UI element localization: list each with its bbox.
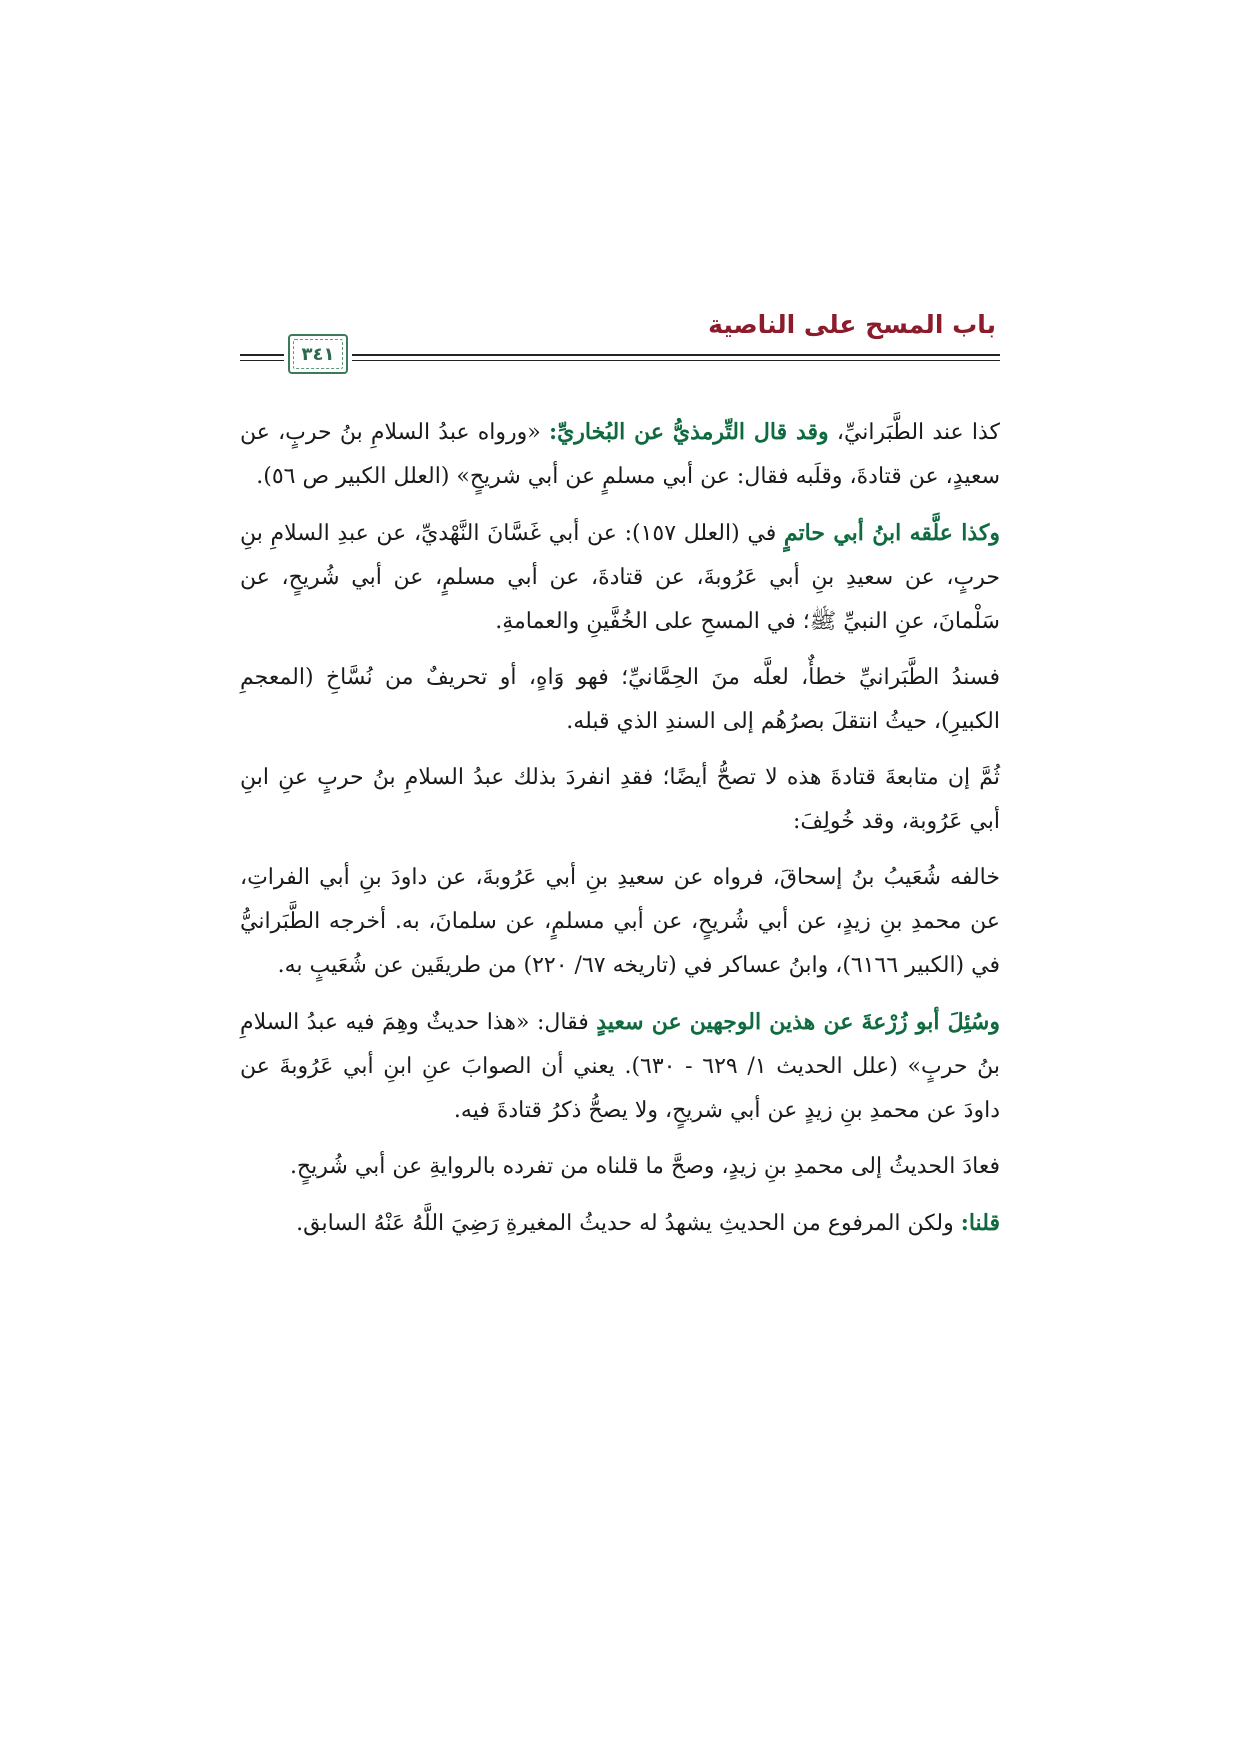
page-number: ٣٤١ (301, 343, 335, 365)
paragraph-text: «ورواه عبدُ السلامِ بنُ حربٍ، عن سعيدٍ، عن قتادةَ، وقلَبه فقال: عن أبي مسلمٍ عن أبي شريحٍ» (العلل الكبير ص ٥٦). (240, 420, 1000, 489)
paragraph (240, 410, 1000, 499)
paragraph-text: فقال: «هذا حديثٌ وهِمَ فيه عبدُ السلامِ بنُ حربٍ» (علل الحديث ١/ ٦٢٩ - ٦٣٠). يعني أن الصوابَ عنِ ابنِ أبي عَرُوبةَ عن داودَ عن محمدِ بنِ زيدٍ عن أبي شريحٍ، ولا يصحُّ ذكرُ قتادةَ فيه. (240, 1010, 1000, 1123)
paragraph (240, 656, 1000, 744)
header-rule-bottom (352, 360, 1000, 361)
page-header (240, 310, 1000, 370)
chapter-title: باب المسح على الناصية (708, 310, 996, 339)
paragraph-highlight: قلنا: (960, 1210, 1000, 1236)
page-number-badge (288, 334, 348, 374)
paragraph (240, 1201, 1000, 1246)
paragraph-highlight: وقد قال التِّرمذيُّ عن البُخاريِّ: (548, 419, 829, 445)
paragraph-text: في (العلل ١٥٧): عن أبي غَسَّانَ النَّهْديِّ، عن عبدِ السلامِ بنِ حربٍ، عن سعيدِ بنِ أبي عَرُوبةَ، عن قتادةَ، عن أبي مسلمٍ، عن أبي شُريحٍ، عن سَلْمانَ، عنِ النبيِّ ﷺ؛ في المسحِ على الخُفَّينِ والعمامةِ. (240, 521, 1000, 634)
header-rule-left-bottom (240, 360, 284, 361)
paragraph-text: خالفه شُعَيبُ بنُ إسحاقَ، فرواه عن سعيدِ بنِ أبي عَرُوبةَ، عن داودَ بنِ أبي الفراتِ، عن محمدِ بنِ زيدٍ، عن أبي شُريحٍ، عن أبي مسلمٍ، عن سلمانَ، به. أخرجه الطَّبَرانيُّ في (الكبير ٦١٦٦)، وابنُ عساكر في (تاريخه ٦٧/ ٢٢٠) من طريقَين عن شُعَيبٍ به. (240, 865, 1000, 978)
paragraph-highlight: وكذا علَّقه ابنُ أبي حاتمٍ (783, 520, 1001, 546)
paragraph-text: ثُمَّ إن متابعةَ قتادةَ هذه لا تصحُّ أيضًا؛ فقدِ انفردَ بذلك عبدُ السلامِ بنُ حربٍ عنِ ابنِ أبي عَرُوبة، وقد خُولِفَ: (240, 765, 1000, 834)
header-rule-top (352, 354, 1000, 356)
paragraph (240, 756, 1000, 844)
paragraph (240, 1145, 1000, 1189)
header-rule-left-top (240, 354, 284, 356)
paragraph (240, 1000, 1000, 1133)
paragraph-text: ولكن المرفوع من الحديثِ يشهدُ له حديثُ المغيرةِ رَضِيَ اللَّهُ عَنْهُ السابق. (296, 1211, 954, 1236)
paragraph (240, 511, 1000, 644)
paragraph (240, 856, 1000, 988)
paragraph-text: فسندُ الطَّبَرانيِّ خطأٌ، لعلَّه منَ الحِمَّانيِّ؛ فهو وَاهٍ، أو تحريفٌ من نُسَّاخِ (المعجمِ الكبيرِ)، حيثُ انتقلَ بصرُهُم إلى السندِ الذي قبله. (240, 665, 1000, 734)
paragraph-highlight: وسُئِلَ أبو زُرْعةَ عن هذين الوجهين عن سعيدٍ (596, 1009, 1000, 1035)
paragraph-text: كذا عند الطَّبَرانيِّ، (836, 420, 1000, 445)
page-body (240, 410, 1000, 1258)
paragraph-text: فعادَ الحديثُ إلى محمدِ بنِ زيدٍ، وصحَّ ما قلناه من تفرده بالروايةِ عن أبي شُريحٍ. (289, 1154, 1000, 1179)
